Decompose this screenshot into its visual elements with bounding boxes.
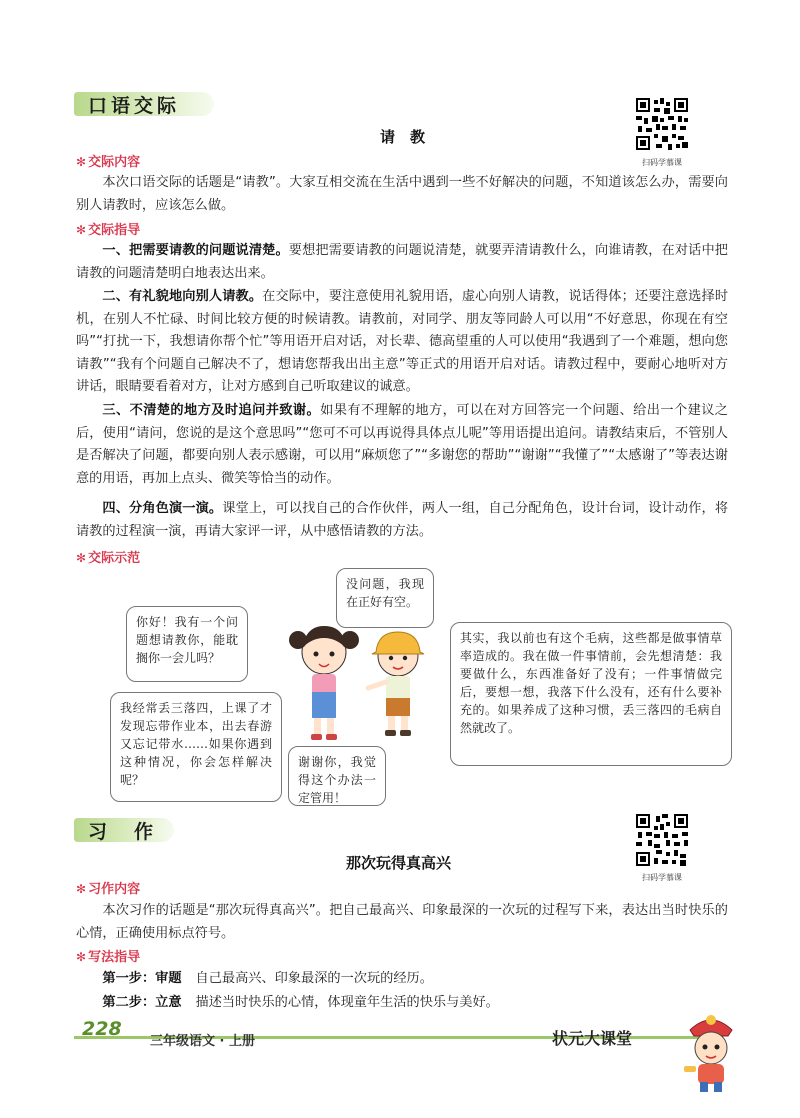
book-title: 三年级语文 · 上册	[150, 1034, 255, 1049]
banner-text: 习 作	[88, 820, 158, 843]
subheading-text: 写法指导	[88, 950, 141, 965]
guide-3-body: 如果有不理解的地方，可以在对方回答完一个问题、给出一个建议之后，使用“请问，您说的是这个意思吗”“您可不可以再说得具体点儿呢”等用语提出追问。请教结束后，不管别人是否解决了问题，都要向别人表示感谢，可以用“麻烦您了”“多谢您的帮助”“谢谢”“我懂了”“太感谢了”等表达谢意的用语，再加上点头、微笑等恰当的动作。	[76, 403, 728, 486]
star-icon: ✻	[76, 155, 87, 169]
lesson-title: 请 教	[380, 128, 426, 146]
speech-bubble-boy-2: 其实，我以前也有这个毛病，这些都是做事情草率造成的。我在做一件事情前，会先想清楚：我要做什么，东西准备好了没有；一件事情做完后，要想一想，我落下什么没有，还有什么要补充的。如果养成了这种习惯，丢三落四的毛病自然就改了。	[450, 622, 732, 766]
step-2-body: 描述当时快乐的心情，体现童年生活的快乐与美好。	[195, 995, 499, 1010]
subheading-text: 交际示范	[88, 551, 141, 566]
section-banner-oral	[74, 90, 214, 118]
speech-bubble-girl-1: 你好！我有一个问题想请教你，能耽搁你一会儿吗？	[126, 606, 248, 682]
speech-bubble-girl-3: 谢谢你，我觉得这个办法一定管用！	[288, 746, 386, 806]
guide-4-head: 四、分角色演一演。	[102, 501, 223, 516]
paragraph-writing-content	[76, 900, 728, 945]
step-2	[76, 992, 728, 1015]
star-icon: ✻	[76, 551, 87, 565]
brand-name: 状元大课堂	[552, 1029, 633, 1048]
step-2-head: 第二步：立意	[102, 995, 182, 1010]
guide-2	[76, 286, 728, 399]
subheading-text: 习作内容	[88, 882, 141, 897]
mascot-icon	[676, 1010, 746, 1094]
writing-title: 那次玩得真高兴	[346, 854, 452, 872]
guide-3	[76, 400, 728, 490]
step-1	[76, 968, 728, 991]
subheading-method	[76, 946, 140, 965]
guide-1	[76, 240, 728, 285]
section-banner-writing	[74, 816, 174, 844]
subheading-text: 交际指导	[88, 223, 141, 238]
page-number: 228	[82, 1018, 122, 1040]
children-illustration	[286, 612, 436, 744]
star-icon: ✻	[76, 882, 87, 896]
subheading-example	[76, 547, 140, 566]
step-1-body: 自己最高兴、印象最深的一次玩的经历。	[195, 971, 433, 986]
guide-1-body: 要想把需要请教的问题说清楚，就要弄清请教什么，向谁请教，在对话中把请教的问题清楚明白地表达出来。	[76, 243, 728, 281]
banner-text: 口语交际	[88, 94, 181, 117]
subheading-guide	[76, 219, 140, 238]
subheading-text: 交际内容	[88, 155, 141, 170]
guide-1-head: 一、把需要请教的问题说清楚。	[102, 243, 289, 258]
guide-4-body: 课堂上，可以找自己的合作伙伴，两人一组，自己分配角色，设计台词，设计动作，将请教的过程演一演，再请大家评一评，从中感悟请教的方法。	[76, 501, 729, 539]
speech-bubble-girl-2: 我经常丢三落四，上课了才发现忘带作业本，出去春游又忘记带水……如果你遇到这种情况，你会怎样解决呢？	[110, 692, 282, 802]
speech-bubble-boy-1: 没问题，我现在正好有空。	[336, 568, 434, 628]
subheading-content	[76, 151, 140, 170]
qr-caption: 扫码学慕课	[642, 873, 682, 882]
paragraph-text: 本次口语交际的话题是“请教”。大家互相交流在生活中遇到一些不好解决的问题，不知道该怎么办，需要向别人请教时，应该怎么做。	[76, 175, 728, 213]
guide-2-head: 二、有礼貌地向别人请教。	[102, 289, 263, 304]
star-icon: ✻	[76, 223, 87, 237]
subheading-writing-content	[76, 878, 140, 897]
paragraph-text: 本次习作的话题是“那次玩得真高兴”。把自己最高兴、印象最深的一次玩的过程写下来，表达出当时快乐的心情，正确使用标点符号。	[76, 903, 728, 941]
star-icon: ✻	[76, 950, 87, 964]
qr-caption: 扫码学慕课	[642, 158, 682, 167]
qr-code-icon[interactable]	[634, 812, 690, 868]
step-1-head: 第一步：审题	[102, 971, 182, 986]
guide-2-body: 在交际中，要注意使用礼貌用语，虚心向别人请教，说话得体；还要注意选择时机，在别人不忙碌、时间比较方便的时候请教。请教前，对同学、朋友等同龄人可以用“不好意思，你现在有空吗”“打扰一下，我想请你帮个忙”等用语开启对话，对长辈、德高望重的人可以使用“我遇到了一个难题，想向您请教”“我有个问题自己解决不了，想请您帮我出出主意”等正式的用语开启对话。请教过程中，要耐心地听对方讲话，眼睛要看着对方，让对方感到自己听取建议的诚意。	[76, 289, 729, 395]
paragraph-content	[76, 172, 728, 217]
guide-3-head: 三、不清楚的地方及时追问并致谢。	[102, 403, 321, 418]
guide-4	[76, 498, 728, 543]
qr-code-icon[interactable]	[634, 96, 690, 152]
